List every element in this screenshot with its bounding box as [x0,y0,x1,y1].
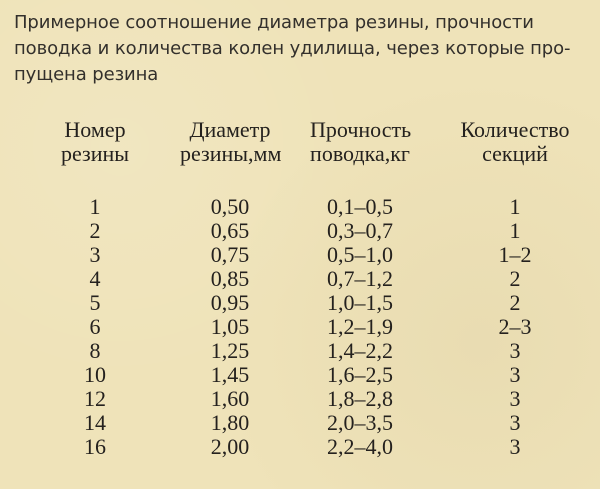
cell-leash-strength: 1,4–2,2 [327,338,393,363]
caption-line: поводка и количества колен удилища, через которые про- [14,38,571,59]
cell-section-count: 2 [509,290,521,315]
table-row [0,195,600,219]
cell-rubber-number: 14 [84,410,106,435]
cell-rubber-number: 4 [89,266,101,291]
cell-section-count: 1–2 [498,242,532,267]
table-row [0,339,600,363]
cell-rubber-diameter: 1,80 [210,410,250,435]
cell-rubber-diameter: 0,85 [210,266,250,291]
table-row [0,387,600,411]
cell-rubber-diameter: 0,65 [210,218,250,243]
header-line: секций [482,141,548,166]
caption-line: пущена резина [14,64,159,85]
table-row [0,435,600,459]
cell-leash-strength: 0,3–0,7 [327,218,393,243]
header-leash-strength [310,118,410,166]
header-section-count [455,118,575,166]
table-row [0,267,600,291]
table-row [0,411,600,435]
cell-rubber-number: 10 [84,362,106,387]
cell-rubber-number: 5 [89,290,101,315]
cell-section-count: 3 [509,386,521,411]
cell-rubber-number: 3 [89,242,101,267]
table-caption [14,10,592,88]
cell-rubber-number: 12 [84,386,106,411]
cell-rubber-diameter: 1,60 [210,386,250,411]
cell-rubber-number: 8 [89,338,101,363]
table-row [0,363,600,387]
table-row [0,315,600,339]
cell-rubber-diameter: 0,95 [210,290,250,315]
cell-section-count: 3 [509,410,521,435]
cell-leash-strength: 2,0–3,5 [327,410,393,435]
cell-rubber-number: 16 [84,434,106,459]
cell-section-count: 3 [509,338,521,363]
header-line: Диаметр [189,117,271,142]
cell-section-count: 3 [509,434,521,459]
table-row [0,219,600,243]
cell-leash-strength: 2,2–4,0 [327,434,393,459]
cell-section-count: 2 [509,266,521,291]
table-row [0,291,600,315]
cell-section-count: 1 [509,194,521,219]
cell-rubber-number: 1 [89,194,101,219]
cell-rubber-diameter: 0,75 [210,242,250,267]
cell-leash-strength: 1,2–1,9 [327,314,393,339]
cell-leash-strength: 0,7–1,2 [327,266,393,291]
cell-leash-strength: 1,8–2,8 [327,386,393,411]
cell-leash-strength: 0,5–1,0 [327,242,393,267]
cell-rubber-diameter: 1,05 [210,314,250,339]
cell-rubber-number: 6 [89,314,101,339]
cell-rubber-diameter: 2,00 [210,434,250,459]
cell-leash-strength: 1,6–2,5 [327,362,393,387]
cell-rubber-diameter: 0,50 [210,194,250,219]
header-line: резины [60,141,130,166]
cell-rubber-diameter: 1,25 [210,338,250,363]
cell-section-count: 1 [509,218,521,243]
caption-line: Примерное соотношение диаметра резины, прочности [14,12,534,33]
header-line: Прочность [310,117,412,142]
cell-rubber-diameter: 1,45 [210,362,250,387]
header-rubber-diameter [180,118,280,166]
cell-leash-strength: 0,1–0,5 [327,194,393,219]
header-line: Количество [460,117,570,142]
cell-section-count: 2–3 [498,314,532,339]
header-line: поводка,кг [310,141,410,166]
header-line: резины,мм [180,141,282,166]
table-row [0,243,600,267]
cell-leash-strength: 1,0–1,5 [327,290,393,315]
header-rubber-number [40,118,150,166]
cell-rubber-number: 2 [89,218,101,243]
cell-section-count: 3 [509,362,521,387]
header-line: Номер [64,117,126,142]
